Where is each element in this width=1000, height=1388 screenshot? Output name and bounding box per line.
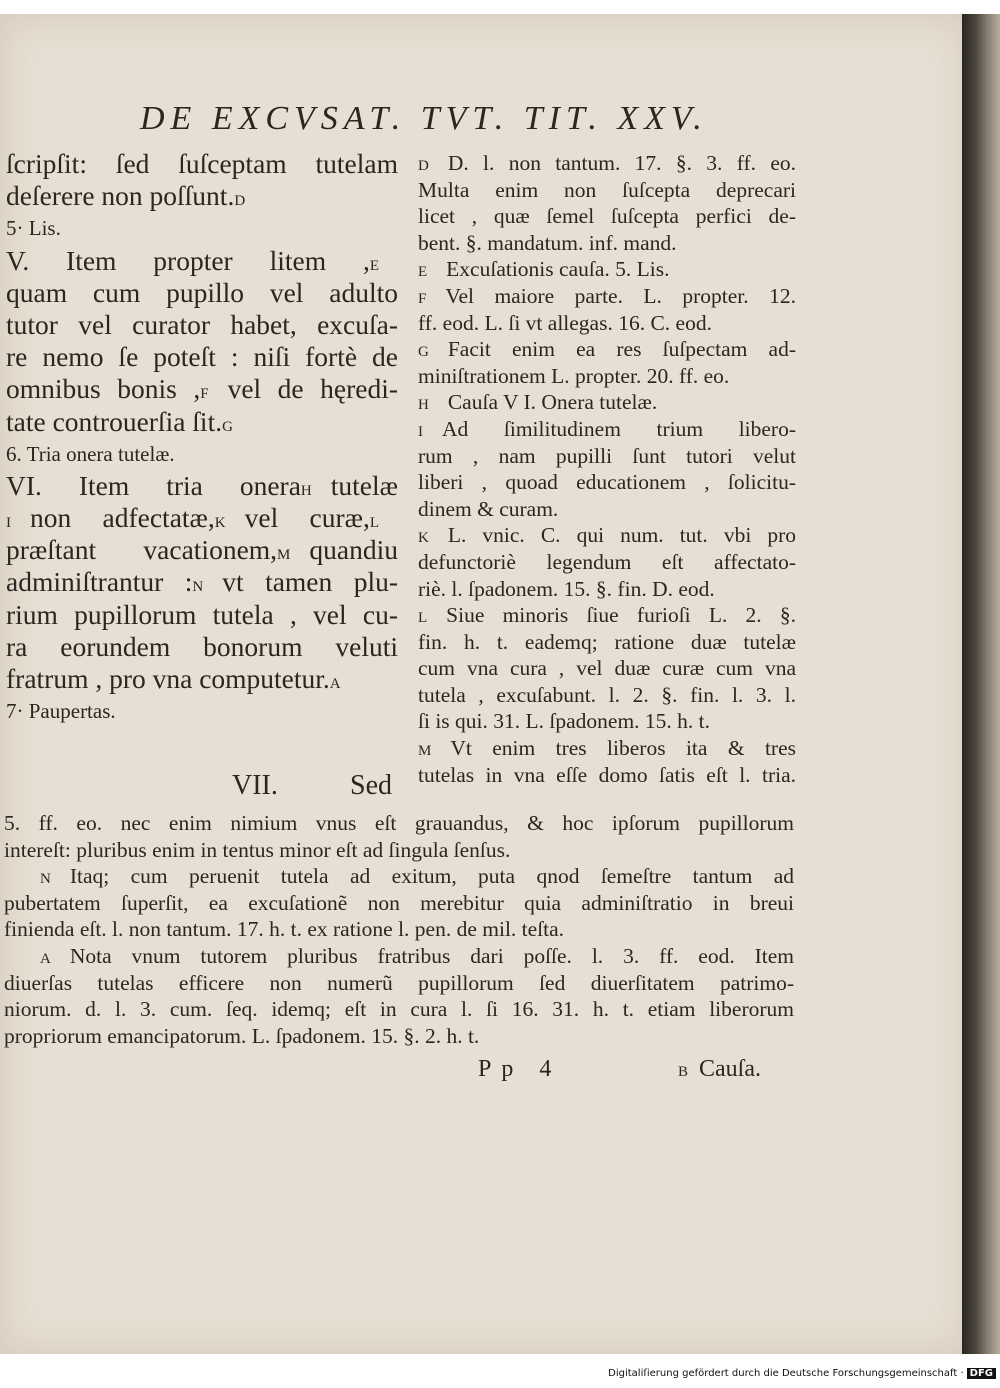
- gloss-line: [418, 256, 796, 283]
- gloss-text: fin. h. t. eademq; ratione duæ tutelæ: [418, 629, 796, 654]
- text-line: [6, 373, 398, 405]
- gloss-text: Cauſa V I. Onera tutelæ.: [447, 390, 658, 415]
- line-text: tutor vel curator habet, excuſa-: [6, 308, 398, 340]
- text-line: [6, 277, 398, 309]
- catchword-letter: B: [678, 1064, 690, 1080]
- gloss-line: [418, 576, 796, 603]
- gloss-text: finienda eſt. l. non tantum. 17. h. t. ex ratione l. pen. de mil. teſta.: [4, 917, 565, 942]
- gloss-line: [4, 810, 794, 837]
- line-text: tutelæ: [330, 469, 398, 501]
- line-text: adminiſtrantur :: [6, 566, 193, 598]
- gloss-text: Itaq; cum peruenit tutela ad exitum, puta qnod ſemeſtre tantum ad: [69, 864, 794, 889]
- line-text: quandiu: [309, 534, 398, 566]
- text-line: [6, 245, 398, 277]
- gloss-text: dinem & curam.: [418, 496, 559, 521]
- line-text: non adfectatæ,: [30, 502, 215, 534]
- text-line: [6, 470, 398, 502]
- gloss-text: Excuſationis cauſa. 5. Lis.: [446, 257, 670, 282]
- gloss-line: [418, 708, 796, 735]
- note-letter: M: [277, 547, 292, 564]
- gloss-line: [418, 735, 796, 762]
- gloss-line: [418, 416, 796, 443]
- line-text: re nemo ſe poteſt : niſi fortè de: [6, 341, 398, 373]
- gloss-text: Facit enim ea res ſuſpectam ad-: [447, 337, 796, 362]
- text-line: [6, 180, 398, 212]
- note-letter: A: [329, 676, 342, 692]
- gloss-line: [418, 336, 796, 363]
- gloss-text: defunctoriè legendum eſt affectato-: [418, 549, 796, 574]
- gloss-line: [418, 443, 796, 470]
- gloss-line: [418, 310, 796, 337]
- line-text: ſcripſit: ſed ſuſceptam tutelam: [6, 148, 398, 179]
- running-header: DE EXCVSAT. TVT. TIT. XXV.: [140, 100, 708, 137]
- note-letter: K: [214, 515, 227, 532]
- gloss-text: rum , nam pupilli ſunt tutori velut: [418, 443, 796, 468]
- gloss-text: 5. ff. eo. nec enim nimium vnus eſt grauandus, & hoc ipſorum pupillorum: [4, 811, 794, 835]
- line-text: vel curæ,: [244, 502, 370, 534]
- text-line: [6, 566, 398, 598]
- digitization-credit: [604, 1368, 996, 1384]
- line-text: tate controuerſia ſit.: [6, 405, 223, 437]
- note-letter: D: [234, 193, 247, 210]
- gloss-line: [4, 890, 794, 917]
- line-text: omnibus bonis ,: [6, 373, 201, 405]
- line-text: rium pupillorum tutela , vel cu-: [6, 598, 398, 630]
- gloss-text: ſi is qui. 31. L. ſpadonem. 15. h. t.: [418, 709, 711, 734]
- gloss-letter: I: [418, 423, 424, 440]
- text-line: [6, 502, 398, 534]
- gloss-text: liberi , quoad educationem , ſolicitu-: [418, 470, 796, 495]
- text-line: [6, 148, 398, 180]
- gloss-line: [4, 943, 794, 970]
- note-letter: N: [192, 579, 205, 596]
- gloss-line: [418, 762, 796, 789]
- gloss-line: [418, 682, 796, 709]
- gloss-line: [418, 177, 796, 204]
- gloss-line: [4, 837, 794, 864]
- line-text: præſtant vacationem,: [6, 534, 278, 566]
- gloss-text: L. vnic. C. qui num. tut. vbi pro: [447, 523, 796, 548]
- gloss-text: Vt enim tres liberos ita & tres: [450, 736, 796, 761]
- gloss-line: [4, 916, 794, 943]
- main-text-column: [6, 148, 398, 727]
- gloss-line: [418, 230, 796, 257]
- gloss-line: [4, 1023, 794, 1050]
- gloss-text: Ad ſimilitudinem trium libero-: [442, 416, 796, 441]
- gloss-letter: D: [418, 158, 430, 174]
- note-letter: I: [6, 515, 12, 532]
- gloss-text: Multa enim non ſuſcepta deprecari: [418, 177, 796, 202]
- gloss-letter: M: [418, 743, 433, 760]
- line-text: V. Item propter litem ,: [6, 244, 370, 276]
- line-text: quam cum pupillo vel adulto: [6, 276, 398, 308]
- line-text: ra eorundem bonorum veluti: [6, 630, 398, 662]
- line-text: vt tamen plu-: [222, 566, 398, 598]
- gloss-text: tutela , excuſabunt. l. 2. §. fin. l. 3. l.: [418, 682, 796, 707]
- page-edge-shadow: [962, 14, 1000, 1354]
- line-text: 6. Tria onera tutelæ.: [6, 441, 175, 466]
- dfg-logo: DFG: [967, 1368, 996, 1379]
- line-text: deſerere non poſſunt.: [6, 180, 235, 212]
- gloss-line: [418, 496, 796, 523]
- text-line: [6, 599, 398, 631]
- text-line: [6, 695, 398, 727]
- gloss-text: niorum. d. l. 3. cum. ſeq. idemq; eſt in cura l. ſi 16. 31. h. t. etiam liberorum: [4, 997, 794, 1022]
- section-vii-heading: VII. Sed: [232, 770, 392, 801]
- gloss-letter: A: [40, 950, 52, 967]
- credit-text: Digitaliſierung gefördert durch die Deutsche Forschungsgemeinschaft ·: [608, 1368, 964, 1379]
- gloss-line: [4, 863, 794, 890]
- gloss-text: Vel maiore parte. L. propter. 12.: [445, 283, 796, 308]
- gloss-letter: L: [418, 610, 429, 627]
- gloss-text: riè. l. ſpadonem. 15. §. fin. D. eod.: [418, 576, 715, 601]
- gloss-letter: K: [418, 530, 430, 547]
- gloss-line: [418, 150, 796, 177]
- gloss-letter: G: [418, 344, 430, 361]
- gloss-continuation: [4, 810, 794, 1049]
- gloss-line: [4, 996, 794, 1023]
- gloss-line: [418, 629, 796, 656]
- gloss-letter: N: [40, 871, 52, 888]
- line-text: fratrum , pro vna computetur.: [6, 663, 330, 694]
- gloss-line: [418, 203, 796, 230]
- gloss-text: Nota vnum tutorem pluribus fratribus dari poſſe. l. 3. ff. eod. Item: [69, 943, 794, 968]
- gloss-text: propriorum emancipatorum. L. ſpadonem. 15. §. 2. h. t.: [4, 1023, 480, 1048]
- note-letter: G: [222, 418, 234, 435]
- catchword-text: Cauſa.: [699, 1056, 761, 1082]
- gloss-text: ff. eod. L. ſi vt allegas. 16. C. eod.: [418, 310, 712, 335]
- text-line: [6, 309, 398, 341]
- catchword: [678, 1056, 761, 1083]
- signature-mark: Pp 4: [478, 1056, 562, 1082]
- line-text: vel de hęredi-: [227, 373, 398, 405]
- note-letter: F: [200, 386, 210, 403]
- text-line: [6, 631, 398, 663]
- gloss-letter: H: [418, 397, 430, 414]
- text-line: [6, 341, 398, 373]
- line-text: 5· Lis.: [6, 216, 61, 241]
- line-text: VI. Item tria onera: [6, 469, 301, 501]
- gloss-line: [418, 655, 796, 682]
- gloss-text: miniſtrationem L. propter. 20. ff. eo.: [418, 363, 730, 388]
- gloss-column: [418, 150, 796, 788]
- text-line: [6, 406, 398, 438]
- gloss-line: [418, 469, 796, 496]
- line-text: 7· Paupertas.: [6, 699, 116, 724]
- gloss-line: [418, 283, 796, 310]
- gloss-text: pubertatem ſuperſit, ea excuſationẽ non merebitur quia adminiſtratio in breui: [4, 890, 794, 915]
- note-letter: L: [369, 515, 380, 532]
- gloss-text: intereſt: pluribus enim in tentus minor eſt ad ſingula ſenſus.: [4, 837, 511, 862]
- text-line: [6, 663, 398, 695]
- gloss-text: D. l. non tantum. 17. §. 3. ff. eo.: [447, 151, 796, 175]
- gloss-text: cum vna cura , vel duæ curæ cum vna: [418, 656, 796, 681]
- note-letter: E: [369, 257, 380, 274]
- gloss-line: [418, 602, 796, 629]
- gloss-text: licet , quæ ſemel ſuſcepta perfici de-: [418, 204, 796, 229]
- gloss-text: bent. §. mandatum. inf. mand.: [418, 230, 677, 255]
- gloss-line: [4, 970, 794, 997]
- gloss-line: [418, 522, 796, 549]
- gloss-line: [418, 549, 796, 576]
- text-line: [6, 438, 398, 470]
- gloss-line: [418, 363, 796, 390]
- gloss-letter: F: [418, 290, 428, 307]
- text-line: [6, 212, 398, 244]
- note-letter: H: [300, 482, 313, 499]
- text-line: [6, 534, 398, 566]
- gloss-line: [418, 389, 796, 416]
- gloss-letter: E: [418, 264, 429, 281]
- gloss-text: Siue minoris ſiue furioſi L. 2. §.: [446, 603, 796, 628]
- gloss-text: diuerſas tutelas efficere non numerũ pupillorum ſed diuerſitatem patrimo-: [4, 970, 794, 995]
- gloss-text: tutelas in vna eſſe domo ſatis eſt l. tria.: [418, 762, 796, 787]
